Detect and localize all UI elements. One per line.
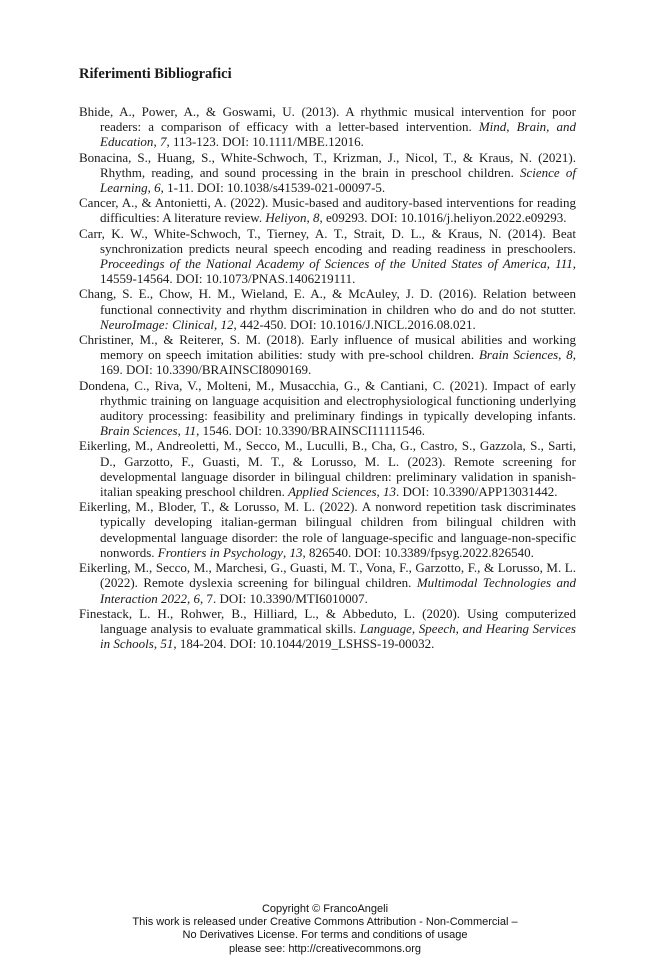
reference-volume: 8 [566,347,573,363]
reference-pages-doi: , 1546. DOI: 10.3390/BRAINSCI11111546. [196,423,425,439]
reference-journal: Heliyon [265,210,307,226]
reference-item [79,195,576,225]
reference-pages-doi: . DOI: 10.3390/APP13031442. [396,484,558,500]
reference-pages-doi: , 184-204. DOI: 10.1044/2019_LSHSS-19-00032. [173,636,435,652]
copyright-line: Copyright © FrancoAngeli [261,903,389,915]
reference-item [79,438,576,499]
reference-pages-doi: , 14559-14564. DOI: 10.1073/PNAS.1406219111. [100,256,576,287]
reference-item [79,560,576,606]
reference-journal: Mind, Brain, and Education [100,119,576,150]
license-line: No Derivatives License. For terms and conditions of usage [182,929,468,942]
reference-separator: , [376,484,384,500]
reference-item [79,286,576,332]
reference-journal: Brain Sciences [100,423,178,439]
reference-authors-text: Christiner, M., & Reiterer, S. M. (2018). Early influence of musical abilities and working memory on speech imitation abilities: study with pre-school children. [79,332,576,363]
reference-journal: Multimodal Technologies and Interaction 2022 [100,575,576,606]
reference-journal: NeuroImage: Clinical [100,316,214,332]
reference-journal: Language, Speech, and Hearing Services in Schools [100,620,576,652]
reference-item [79,226,576,287]
reference-item [79,606,576,652]
reference-authors-text: Cancer, A., & Antonietti, A. (2022). Music-based and auditory-based interventions for reading difficulties: A literature review. [79,195,576,226]
reference-item [79,378,576,439]
reference-volume: 8 [313,210,320,226]
reference-pages-doi: , 826540. DOI: 10.3389/fpsyg.2022.826540. [302,544,534,560]
reference-volume: 6 [154,180,161,196]
reference-authors-text: Carr, K. W., White-Schwoch, T., Tierney, A. T., Strait, D. L., & Kraus, N. (2014). Beat synchronization predicts neural speech encoding and reading readiness in preschoolers. [79,225,576,256]
reference-separator: , [213,316,221,332]
reference-separator: , [147,180,155,196]
reference-authors-text: Eikerling, M., Andreoletti, M., Secco, M., Luculli, B., Cha, G., Castro, S., Gazzola, S., Sarti, D., Garzotto, F., Guasti, M. T., & Lorusso, M. L. (2023). Remote screening for developmental language disorder in bilingual children: preliminary validation in spanish-italian speaking preschool children. [79,438,576,500]
reference-journal: Proceedings of the National Academy of Sciences of the United States of America [100,256,547,272]
reference-journal: Applied Sciences [288,484,377,500]
reference-volume: 11 [184,423,197,439]
reference-item [79,332,576,378]
reference-item [79,150,576,196]
copyright-footer [0,903,650,956]
reference-separator: , [153,636,161,652]
reference-authors-text: Chang, S. E., Chow, H. M., Wieland, E. A., & McAuley, J. D. (2016). Relation between functional connectivity and rhythm discrimination in children who do and do not stutter. [79,286,576,317]
reference-separator: , [177,423,185,439]
reference-separator: , [546,256,556,272]
reference-authors-text: Dondena, C., Riva, V., Molteni, M., Musacchia, G., & Cantiani, C. (2021). Impact of early rhythmic training on language acquisition and electrophysiological functioning underlying auditory processing: feasibility and preliminary findings in typically developing infants. [79,377,576,424]
reference-volume: 13 [289,544,303,560]
reference-separator: , [306,210,313,226]
reference-journal: Science of Learning [100,164,576,196]
reference-authors-text: Bonacina, S., Huang, S., White-Schwoch, T., Krizman, J., Nicol, T., & Kraus, N. (2021). Rhythm, reading, and sound processing in the brain in preschool children. [79,149,576,180]
reference-authors-text: Bhide, A., Power, A., & Goswami, U. (2013). A rhythmic musical intervention for poor readers: a comparison of efficacy with a letter-based intervention. [79,104,576,135]
reference-separator: , [153,134,160,150]
reference-item [79,499,576,560]
reference-volume: 111 [555,256,573,272]
reference-journal: Brain Sciences [478,347,559,363]
reference-pages-doi: , 169. DOI: 10.3390/BRAINSCI8090169. [100,347,576,378]
reference-pages-doi: , 1-11. DOI: 10.1038/s41539-021-00097-5. [160,180,386,196]
license-url-line: please see: http://creativecommons.org [229,942,421,955]
reference-list [79,104,576,651]
reference-volume: 6 [193,590,201,606]
reference-pages-doi: , 113-123. DOI: 10.1111/MBE.12016. [166,134,364,150]
reference-authors-text: Eikerling, M., Secco, M., Marchesi, G., Guasti, M. T., Vona, F., Garzotto, F., & Lorusso, M. L. (2022). Remote dyslexia screening for bilingual children. [79,560,576,591]
reference-separator: , [282,544,290,560]
page-heading: Riferimenti Bibliografici [79,66,232,82]
reference-authors-text: Finestack, L. H., Rohwer, B., Hilliard, L., & Abbeduto, L. (2020). Using computerized language analysis to evaluate grammatical skills. [79,605,576,636]
reference-pages-doi: , 442-450. DOI: 10.1016/J.NICL.2016.08.021. [233,316,476,332]
reference-volume: 13 [383,484,397,500]
reference-separator: , [558,347,567,363]
reference-authors-text: Eikerling, M., Bloder, T., & Lorusso, M. L. (2022). A nonword repetition task discriminates typically developing italian-german bilingual children from bilingual children with developmental language disorder: the role of language-specific and language-non-specific nonwords. [79,499,576,560]
reference-pages-doi: , e09293. DOI: 10.1016/j.heliyon.2022.e09293. [319,210,567,226]
reference-volume: 12 [220,316,234,332]
reference-item [79,104,576,150]
reference-separator: , [187,590,194,606]
reference-volume: 51 [160,636,174,652]
reference-journal: Frontiers in Psychology [157,544,283,560]
reference-volume: 7 [159,134,167,150]
license-line: This work is released under Creative Commons Attribution - Non-Commercial – [132,916,518,929]
reference-pages-doi: , 7. DOI: 10.3390/MTI6010007. [200,590,368,606]
